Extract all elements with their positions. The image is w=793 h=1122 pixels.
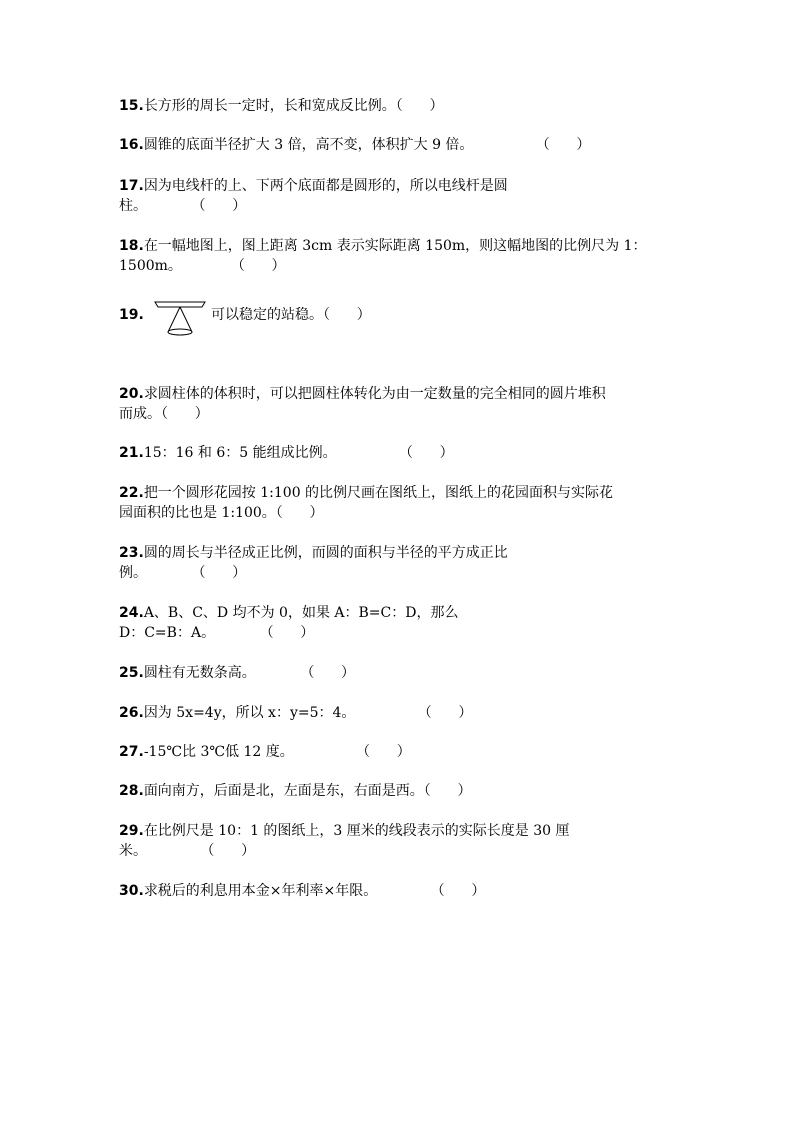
question-text: 面向南方，后面是北，左面是东，右面是西。（ ） xyxy=(143,783,472,799)
question-text-line1: 圆的周长与半径成正比例，而圆的面积与半径的平方成正比 xyxy=(143,545,508,561)
question-18-line2 xyxy=(119,256,286,276)
question-text: 因为 5x=4y，所以 x：y=5：4。 （ ） xyxy=(143,705,473,721)
question-20-line2 xyxy=(119,404,209,424)
question-28 xyxy=(119,781,472,801)
question-text-line2: 米。 （ ） xyxy=(119,843,256,859)
question-text-line1: A、B、C、D 均不为 0，如果 A：B=C：D，那么 xyxy=(143,605,459,621)
question-23 xyxy=(119,543,508,563)
question-number: 23. xyxy=(119,545,144,561)
question-number: 19. xyxy=(119,307,144,323)
question-text-line2: 园面积的比也是 1:100。（ ） xyxy=(119,505,324,521)
question-text: -15℃比 3℃低 12 度。 （ ） xyxy=(143,744,411,760)
question-25 xyxy=(119,663,355,683)
question-text-line1: 在比例尺是 10：1 的图纸上，3 厘米的线段表示的实际长度是 30 厘 xyxy=(143,823,570,839)
question-30 xyxy=(119,881,485,901)
question-text: 求税后的利息用本金×年利率×年限。 （ ） xyxy=(143,883,486,899)
question-text: 长方形的周长一定时，长和宽成反比例。（ ） xyxy=(143,98,444,114)
question-22-line2 xyxy=(119,503,324,523)
question-text-line1: 求圆柱体的体积时，可以把圆柱体转化为由一定数量的完全相同的圆片堆积 xyxy=(143,386,606,402)
question-number: 20. xyxy=(119,386,144,402)
question-24 xyxy=(119,603,458,623)
question-24-line2 xyxy=(119,623,314,643)
question-number: 15. xyxy=(119,98,144,114)
question-text: 圆锥的底面半径扩大 3 倍，高不变，体积扩大 9 倍。 （ ） xyxy=(143,137,591,153)
question-number: 29. xyxy=(119,823,144,839)
question-number: 27. xyxy=(119,744,144,760)
question-15 xyxy=(119,96,444,116)
question-22 xyxy=(119,483,613,503)
question-19-number xyxy=(119,305,144,325)
question-text-line2: 而成。（ ） xyxy=(119,406,209,422)
question-17 xyxy=(119,176,508,196)
question-number: 30. xyxy=(119,883,144,899)
question-text-line1: 把一个圆形花园按 1:100 的比例尺画在图纸上，图纸上的花园面积与实际花 xyxy=(143,485,614,501)
question-text: 可以稳定的站稳。（ ） xyxy=(211,307,371,323)
question-text: 圆柱有无数条高。 （ ） xyxy=(143,665,356,681)
question-27 xyxy=(119,742,411,762)
cone-on-board-figure xyxy=(152,298,208,340)
question-text-line2: 柱。 （ ） xyxy=(119,198,247,214)
question-text: 15：16 和 6：5 能组成比例。 （ ） xyxy=(143,445,454,461)
question-17-line2 xyxy=(119,196,246,216)
question-19-text xyxy=(211,305,371,325)
question-20 xyxy=(119,384,606,404)
question-text-line1: 因为电线杆的上、下两个底面都是圆形的，所以电线杆是圆 xyxy=(143,178,508,194)
question-16 xyxy=(119,135,590,155)
question-number: 25. xyxy=(119,665,144,681)
question-number: 26. xyxy=(119,705,144,721)
question-18 xyxy=(119,236,647,256)
question-29-line2 xyxy=(119,841,255,861)
question-number: 21. xyxy=(119,445,144,461)
question-26 xyxy=(119,703,472,723)
question-text-line2: 例。 （ ） xyxy=(119,565,247,581)
question-text-line1: 在一幅地图上，图上距离 3cm 表示实际距离 150m，则这幅地图的比例尺为 1： xyxy=(143,238,647,254)
question-number: 24. xyxy=(119,605,144,621)
question-text-line2: 1500m。 （ ） xyxy=(119,258,286,274)
question-number: 28. xyxy=(119,783,144,799)
question-23-line2 xyxy=(119,563,246,583)
question-29 xyxy=(119,821,570,841)
question-text-line2: D：C=B：A。 （ ） xyxy=(119,625,315,641)
question-number: 16. xyxy=(119,137,144,153)
question-number: 17. xyxy=(119,178,144,194)
question-number: 22. xyxy=(119,485,144,501)
question-21 xyxy=(119,443,454,463)
question-number: 18. xyxy=(119,238,144,254)
